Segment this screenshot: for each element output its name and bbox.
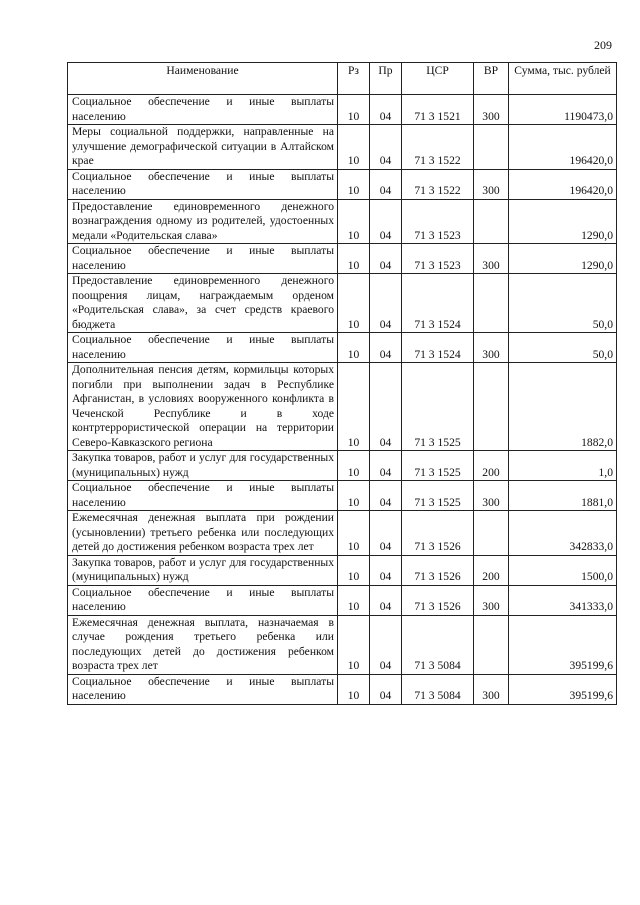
row-pr: 04 xyxy=(370,244,402,274)
row-sum: 395199,6 xyxy=(509,615,617,674)
table-row xyxy=(68,615,617,674)
row-vr: 300 xyxy=(474,169,509,199)
header-sum: Сумма, тыс. рублей xyxy=(509,63,617,95)
row-csr: 71 3 1525 xyxy=(402,481,474,511)
row-vr xyxy=(474,511,509,556)
row-csr: 71 3 1524 xyxy=(402,333,474,363)
row-name: Социальное обеспечение и иные выплаты населению xyxy=(68,585,338,615)
row-rz: 10 xyxy=(338,511,370,556)
row-vr xyxy=(474,274,509,333)
row-sum: 50,0 xyxy=(509,333,617,363)
row-csr: 71 3 1525 xyxy=(402,363,474,451)
row-sum: 196420,0 xyxy=(509,125,617,170)
row-name: Социальное обеспечение и иные выплаты населению xyxy=(68,169,338,199)
row-name: Закупка товаров, работ и услуг для государственных (муниципальных) нужд xyxy=(68,555,338,585)
header-rz: Рз xyxy=(338,63,370,95)
row-csr: 71 3 1523 xyxy=(402,244,474,274)
row-rz: 10 xyxy=(338,363,370,451)
row-rz: 10 xyxy=(338,125,370,170)
row-sum: 1882,0 xyxy=(509,363,617,451)
header-row xyxy=(68,63,617,95)
row-sum: 1500,0 xyxy=(509,555,617,585)
row-pr: 04 xyxy=(370,674,402,704)
row-sum: 1881,0 xyxy=(509,481,617,511)
row-rz: 10 xyxy=(338,199,370,244)
row-sum: 1290,0 xyxy=(509,199,617,244)
budget-table xyxy=(67,62,617,705)
row-vr: 200 xyxy=(474,451,509,481)
row-rz: 10 xyxy=(338,585,370,615)
row-name: Социальное обеспечение и иные выплаты населению xyxy=(68,95,338,125)
row-csr: 71 3 1521 xyxy=(402,95,474,125)
row-pr: 04 xyxy=(370,511,402,556)
table-header xyxy=(68,63,617,95)
row-vr xyxy=(474,363,509,451)
row-rz: 10 xyxy=(338,244,370,274)
row-pr: 04 xyxy=(370,169,402,199)
row-sum: 341333,0 xyxy=(509,585,617,615)
row-csr: 71 3 1525 xyxy=(402,451,474,481)
row-name: Ежемесячная денежная выплата при рождении (усыновлении) третьего ребенка или последующих детей до достижения ребенком возраста трех лет xyxy=(68,511,338,556)
row-name: Социальное обеспечение и иные выплаты населению xyxy=(68,481,338,511)
header-pr: Пр xyxy=(370,63,402,95)
row-pr: 04 xyxy=(370,615,402,674)
row-csr: 71 3 1523 xyxy=(402,199,474,244)
row-vr: 300 xyxy=(474,244,509,274)
table-row xyxy=(68,333,617,363)
row-csr: 71 3 5084 xyxy=(402,615,474,674)
row-csr: 71 3 1526 xyxy=(402,585,474,615)
header-name: Наименование xyxy=(68,63,338,95)
row-rz: 10 xyxy=(338,274,370,333)
table-row xyxy=(68,244,617,274)
table-row xyxy=(68,169,617,199)
page-number: 209 xyxy=(594,38,612,52)
row-name: Социальное обеспечение и иные выплаты населению xyxy=(68,674,338,704)
row-pr: 04 xyxy=(370,451,402,481)
row-csr: 71 3 1524 xyxy=(402,274,474,333)
row-sum: 1190473,0 xyxy=(509,95,617,125)
row-name: Социальное обеспечение и иные выплаты населению xyxy=(68,244,338,274)
table-row xyxy=(68,585,617,615)
row-name: Социальное обеспечение и иные выплаты населению xyxy=(68,333,338,363)
table-body xyxy=(68,95,617,705)
row-sum: 50,0 xyxy=(509,274,617,333)
table-row xyxy=(68,125,617,170)
row-pr: 04 xyxy=(370,125,402,170)
row-pr: 04 xyxy=(370,585,402,615)
row-vr xyxy=(474,125,509,170)
row-name: Предоставление единовременного денежного поощрения лицам, награждаемым орденом «Родительская слава», за счет средств краевого бюджета xyxy=(68,274,338,333)
row-vr: 300 xyxy=(474,585,509,615)
row-vr: 300 xyxy=(474,674,509,704)
header-csr: ЦСР xyxy=(402,63,474,95)
row-vr xyxy=(474,615,509,674)
row-csr: 71 3 1526 xyxy=(402,511,474,556)
row-sum: 1,0 xyxy=(509,451,617,481)
row-csr: 71 3 1522 xyxy=(402,169,474,199)
row-pr: 04 xyxy=(370,274,402,333)
table-row xyxy=(68,555,617,585)
row-sum: 395199,6 xyxy=(509,674,617,704)
row-rz: 10 xyxy=(338,451,370,481)
row-name: Предоставление единовременного денежного вознаграждения одному из родителей, удостоенных медали «Родительская слава» xyxy=(68,199,338,244)
row-pr: 04 xyxy=(370,333,402,363)
row-pr: 04 xyxy=(370,481,402,511)
row-rz: 10 xyxy=(338,169,370,199)
row-csr: 71 3 1522 xyxy=(402,125,474,170)
row-pr: 04 xyxy=(370,363,402,451)
row-csr: 71 3 5084 xyxy=(402,674,474,704)
row-sum: 1290,0 xyxy=(509,244,617,274)
row-rz: 10 xyxy=(338,555,370,585)
row-rz: 10 xyxy=(338,615,370,674)
table-row xyxy=(68,95,617,125)
row-name: Дополнительная пенсия детям, кормильцы которых погибли при выполнении задач в Республике Афганистан, в условиях вооруженного конфликта в Чеченской Республике и в ходе контртеррористической операции на территории Северо-Кавказского региона xyxy=(68,363,338,451)
table-row xyxy=(68,363,617,451)
table-row xyxy=(68,451,617,481)
row-pr: 04 xyxy=(370,199,402,244)
row-csr: 71 3 1526 xyxy=(402,555,474,585)
row-vr: 300 xyxy=(474,481,509,511)
table-row xyxy=(68,511,617,556)
table-row xyxy=(68,199,617,244)
row-rz: 10 xyxy=(338,481,370,511)
row-sum: 196420,0 xyxy=(509,169,617,199)
row-vr: 300 xyxy=(474,95,509,125)
row-vr: 300 xyxy=(474,333,509,363)
row-sum: 342833,0 xyxy=(509,511,617,556)
row-vr xyxy=(474,199,509,244)
table-row xyxy=(68,274,617,333)
row-name: Меры социальной поддержки, направленные на улучшение демографической ситуации в Алтайском крае xyxy=(68,125,338,170)
row-pr: 04 xyxy=(370,555,402,585)
header-vr: ВР xyxy=(474,63,509,95)
row-name: Закупка товаров, работ и услуг для государственных (муниципальных) нужд xyxy=(68,451,338,481)
row-rz: 10 xyxy=(338,333,370,363)
row-name: Ежемесячная денежная выплата, назначаемая в случае рождения третьего ребенка или последующих детей до достижения ребенком возраста трех лет xyxy=(68,615,338,674)
row-rz: 10 xyxy=(338,674,370,704)
table-row xyxy=(68,481,617,511)
row-vr: 200 xyxy=(474,555,509,585)
table-row xyxy=(68,674,617,704)
row-rz: 10 xyxy=(338,95,370,125)
row-pr: 04 xyxy=(370,95,402,125)
